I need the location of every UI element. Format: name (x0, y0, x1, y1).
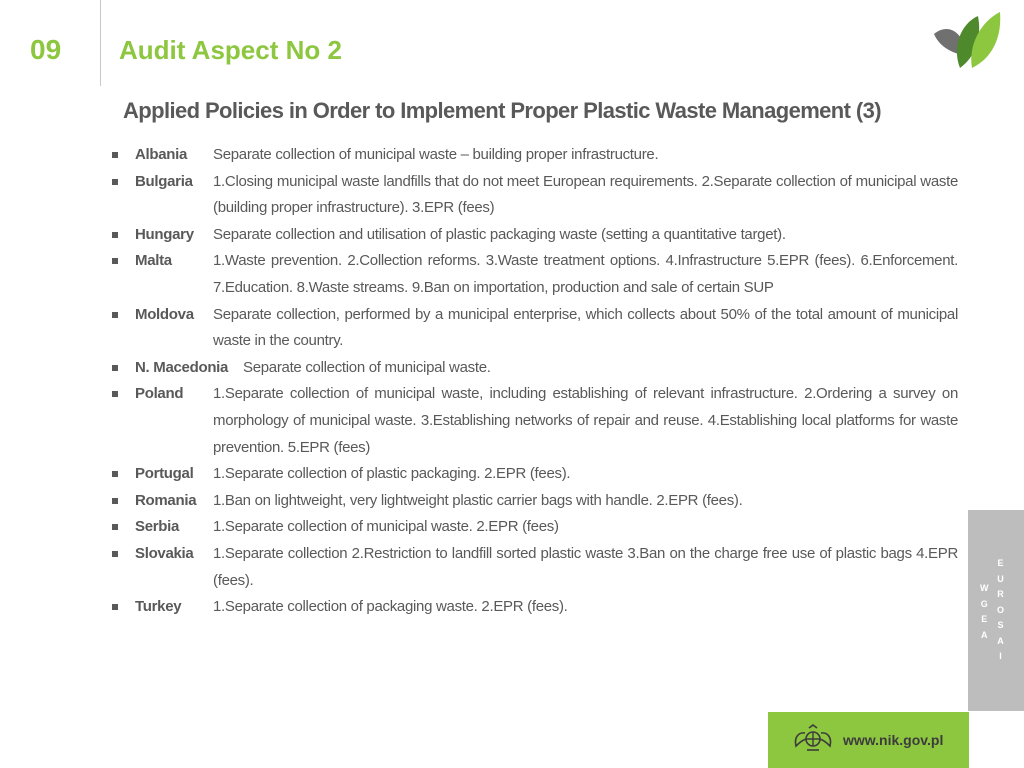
country-label: N. Macedonia (135, 358, 229, 376)
subtitle: Applied Policies in Order to Implement Proper Plastic Waste Management (3) (123, 98, 881, 123)
list-item (112, 355, 958, 382)
website-link[interactable]: www.nik.gov.pl (843, 732, 944, 748)
header-divider (100, 0, 101, 86)
country-label: Portugal (135, 465, 194, 483)
list-item (112, 142, 958, 169)
tab-letter: G (980, 598, 988, 609)
square-bullet-icon (112, 232, 118, 238)
slide-number: 09 (30, 34, 62, 65)
tab-letter: O (997, 604, 1005, 615)
policy-text: 1.Closing municipal waste landfills that do not meet European requirements. 2.Separate collection of municipal waste (building proper infrastructure). 3.EPR (fees) (213, 172, 958, 217)
policy-text: 1.Ban on lightweight, very lightweight plastic carrier bags with handle. 2.EPR (fees). (213, 491, 743, 509)
list-item (112, 514, 958, 541)
wgea-letters (980, 581, 989, 643)
list-item (112, 461, 958, 488)
tab-letter: W (980, 583, 989, 593)
country-label: Moldova (135, 305, 194, 323)
list-item (112, 594, 958, 621)
policy-text: 1.Separate collection of plastic packaging. 2.EPR (fees). (213, 465, 571, 483)
tab-letter: U (997, 573, 1004, 584)
square-bullet-icon (112, 312, 118, 318)
country-label: Malta (135, 252, 172, 270)
policy-text: 1.Waste prevention. 2.Collection reforms. 3.Waste treatment options. 4.Infrastructure 5.EPR (fees). 6.Enforcement. 7.Education. 8.Waste streams. 9.Ban on importation, production and sale of certain SUP (213, 252, 958, 296)
square-bullet-icon (112, 604, 118, 610)
policy-list (112, 142, 958, 621)
policy-text: Separate collection, performed by a municipal enterprise, which collects about 50% of the total amount of municipal waste in the country. (213, 305, 958, 350)
list-item (112, 248, 958, 301)
list-item (112, 222, 958, 249)
square-bullet-icon (112, 524, 118, 530)
policy-text: 1.Separate collection of municipal waste, including establishing of relevant infrastructure. 2.Ordering a survey on morphology of municipal waste. 3.Establishing networks of repair and reuse. 4.Establishing local platforms for waste prevention. 5.EPR (fees) (213, 385, 958, 456)
square-bullet-icon (112, 551, 118, 557)
square-bullet-icon (112, 258, 118, 264)
policy-text: Separate collection of municipal waste – building proper infrastructure. (213, 146, 659, 163)
policy-text: 1.Separate collection of municipal waste. 2.EPR (fees) (213, 518, 559, 536)
list-item (112, 381, 958, 461)
country-label: Romania (135, 491, 197, 509)
tab-letter: R (997, 589, 1004, 599)
policy-text: 1.Separate collection of packaging waste. 2.EPR (fees). (213, 598, 568, 616)
list-item (112, 169, 958, 222)
tab-letter: S (997, 620, 1004, 630)
list-item (112, 488, 958, 515)
wgea-eurosai-tab (968, 510, 1024, 711)
list-item (112, 541, 958, 594)
square-bullet-icon (112, 498, 118, 504)
country-label: Albania (135, 146, 188, 163)
policy-text: Separate collection and utilisation of plastic packaging waste (setting a quantitative target). (213, 225, 786, 243)
country-label: Serbia (135, 518, 180, 536)
nik-emblem-icon (792, 724, 834, 754)
square-bullet-icon (112, 365, 118, 371)
policy-text: Separate collection of municipal waste. (243, 358, 491, 376)
country-label: Hungary (135, 225, 194, 243)
list-item (112, 302, 958, 355)
square-bullet-icon (112, 391, 118, 397)
country-label: Poland (135, 385, 184, 403)
square-bullet-icon (112, 179, 118, 185)
tab-letter: E (981, 614, 988, 624)
country-label: Turkey (135, 598, 182, 616)
eurosai-letters (997, 556, 1004, 665)
policy-text: 1.Separate collection 2.Restriction to landfill sorted plastic waste 3.Ban on the charge free use of plastic bags 4.EPR (fees). (213, 544, 958, 589)
country-label: Bulgaria (135, 172, 193, 190)
leaf-logo-icon (932, 8, 1002, 70)
slide-title: Audit Aspect No 2 (119, 35, 342, 65)
square-bullet-icon (112, 152, 118, 158)
tab-letter: A (981, 629, 988, 640)
tab-letter: E (997, 558, 1004, 568)
tab-letter: A (997, 635, 1004, 646)
country-label: Slovakia (135, 544, 194, 562)
tab-letter: I (999, 651, 1002, 661)
square-bullet-icon (112, 471, 118, 477)
footer-bar (768, 712, 969, 768)
